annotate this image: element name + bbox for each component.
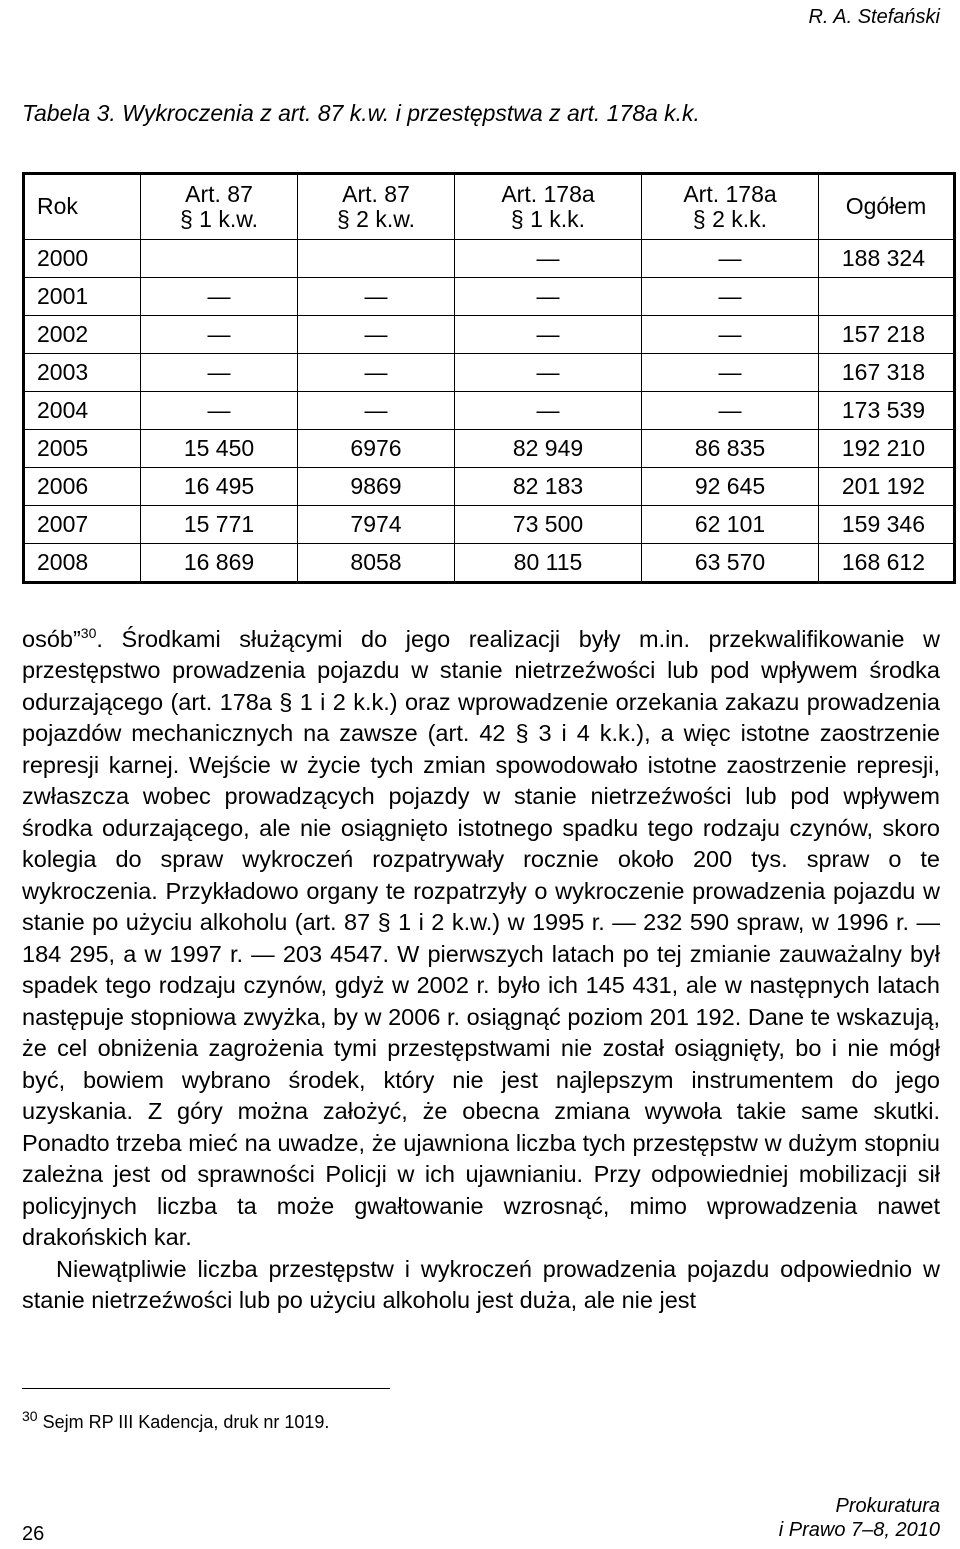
footnote-number: 30 xyxy=(22,1408,38,1424)
cell-art178a-p1: — xyxy=(455,354,642,392)
cell-art87-p1 xyxy=(141,240,298,278)
cell-art87-p2 xyxy=(298,240,455,278)
table-row xyxy=(24,544,955,583)
cell-art87-p1: — xyxy=(141,392,298,430)
cell-year: 2002 xyxy=(24,316,141,354)
cell-art87-p2: — xyxy=(298,316,455,354)
cell-art87-p1: 15 771 xyxy=(141,506,298,544)
cell-art87-p1: 16 495 xyxy=(141,468,298,506)
cell-art87-p2: 8058 xyxy=(298,544,455,583)
cell-art87-p1: 16 869 xyxy=(141,544,298,583)
cell-art178a-p1: 82 949 xyxy=(455,430,642,468)
header-cell-art87-p1: Art. 87 § 1 k.w. xyxy=(141,174,298,240)
table-title: Tabela 3. Wykroczenia z art. 87 k.w. i przestępstwa z art. 178a k.k. xyxy=(22,100,700,126)
journal-name: Prokuratura xyxy=(835,1495,940,1517)
footnote xyxy=(22,1408,329,1433)
cell-total xyxy=(819,278,955,316)
cell-art178a-p1: 73 500 xyxy=(455,506,642,544)
footnote-reference: 30 xyxy=(80,625,97,641)
cell-art87-p2: 6976 xyxy=(298,430,455,468)
cell-art87-p1: — xyxy=(141,278,298,316)
cell-art178a-p1: — xyxy=(455,278,642,316)
cell-year: 2007 xyxy=(24,506,141,544)
cell-total: 188 324 xyxy=(819,240,955,278)
table-row xyxy=(24,430,955,468)
table-row xyxy=(24,278,955,316)
paragraph-2: Niewątpliwie liczba przestępstw i wykroczeń prowadzenia pojazdu odpowiednio w stanie nietrzeźwości lub po użyciu alkoholu jest duża, ale nie jest xyxy=(22,1255,940,1314)
cell-art178a-p2: — xyxy=(642,316,819,354)
cell-total: 201 192 xyxy=(819,468,955,506)
header-cell-year: Rok xyxy=(24,174,141,240)
header-cell-art178a-p2: Art. 178a § 2 k.k. xyxy=(642,174,819,240)
cell-total: 159 346 xyxy=(819,506,955,544)
cell-total: 168 612 xyxy=(819,544,955,583)
footnote-separator xyxy=(22,1388,390,1389)
cell-art87-p2: 7974 xyxy=(298,506,455,544)
paragraph-1 xyxy=(22,618,940,1254)
table-row xyxy=(24,392,955,430)
paragraph-1-text: . Środkami służącymi do jego realizacji były m.in. przekwalifikowanie w przestępstwo prowadzenia pojazdu w stanie nietrzeźwości lub pod wpływem środka odurzającego (art. 178a § 1 i 2 k.k.) oraz wprowadzenie orzekania zakazu prowadzenia pojazdów mechanicznych na zawsze (art. 42 § 3 i 4 k.k.), a więc istotne zaostrzenie represji karnej. Wejście w życie tych zmian spowodowało istotne zaostrzenie represji, zwłaszcza wobec prowadzących pojazdy w stanie nietrzeźwości lub pod wpływem środka odurzającego, ale nie osiągnięto istotnego spadku tego rodzaju czynów, skoro kolegia do spraw wykroczeń rozpatrywały rocznie około 200 tys. spraw o te wykroczenia. Przykładowo organy te rozpatrzyły o wykroczenie prowadzenia pojazdu w stanie po użyciu alkoholu (art. 87 § 1 i 2 k.w.) w 1995 r. — 232 590 spraw, w 1996 r. — 184 295, a w 1997 r. — 203 4547. W pierwszych latach po tej zmianie zauważalny był spadek tego rodzaju czynów, gdyż w 2002 r. było ich 145 431, ale w następnych latach następuje stopniowa zwyżka, by w 2006 r. osiągnąć poziom 201 192. Dane te wskazują, że cel obniżenia zagrożenia tymi przestępstwami nie został osiągnięty, bo i nie mógł być, bowiem wybrano środek, który nie jest najlepszym instrumentem do jego uzyskania. Z góry można założyć, że obecna zmiana wywoła takie same skutki. Ponadto trzeba mieć na uwadze, że ujawniona liczba tych przestępstw w dużym stopniu zależna jest od sprawności Policji w ich ujawnianiu. Przy odpowiedniej mobilizacji sił policyjnych liczba ta może gwałtowanie wzrosnąć, mimo wprowadzenia nawet drakońskich kar. xyxy=(22,625,940,1251)
cell-art178a-p2: — xyxy=(642,392,819,430)
cell-art178a-p2: 63 570 xyxy=(642,544,819,583)
cell-year: 2005 xyxy=(24,430,141,468)
table-row xyxy=(24,240,955,278)
header-cell-art178a-p1: Art. 178a § 1 k.k. xyxy=(455,174,642,240)
cell-art178a-p2: 92 645 xyxy=(642,468,819,506)
table-row xyxy=(24,506,955,544)
cell-art178a-p1: — xyxy=(455,316,642,354)
header-cell-total: Ogółem xyxy=(819,174,955,240)
page-number: 26 xyxy=(22,1523,45,1545)
cell-year: 2008 xyxy=(24,544,141,583)
cell-art178a-p1: — xyxy=(455,392,642,430)
cell-total: 157 218 xyxy=(819,316,955,354)
cell-art178a-p1: 82 183 xyxy=(455,468,642,506)
cell-total: 167 318 xyxy=(819,354,955,392)
body-text xyxy=(22,618,940,1317)
cell-year: 2004 xyxy=(24,392,141,430)
cell-art178a-p2: — xyxy=(642,354,819,392)
cell-year: 2006 xyxy=(24,468,141,506)
table-header-row xyxy=(24,174,955,240)
table-row xyxy=(24,316,955,354)
cell-art178a-p2: — xyxy=(642,278,819,316)
cell-art87-p2: — xyxy=(298,278,455,316)
cell-art178a-p2: — xyxy=(642,240,819,278)
paragraph-1-start: osób” xyxy=(22,625,81,652)
footnote-text: Sejm RP III Kadencja, druk nr 1019. xyxy=(37,1412,330,1432)
cell-art87-p2: 9869 xyxy=(298,468,455,506)
cell-art87-p2: — xyxy=(298,354,455,392)
table-row xyxy=(24,468,955,506)
cell-art178a-p2: 86 835 xyxy=(642,430,819,468)
cell-art178a-p1: — xyxy=(455,240,642,278)
statistics-table xyxy=(22,172,956,584)
cell-art178a-p2: 62 101 xyxy=(642,506,819,544)
journal-issue: i Prawo 7–8, 2010 xyxy=(778,1519,940,1541)
cell-art178a-p1: 80 115 xyxy=(455,544,642,583)
header-cell-art87-p2: Art. 87 § 2 k.w. xyxy=(298,174,455,240)
cell-art87-p1: — xyxy=(141,316,298,354)
cell-total: 192 210 xyxy=(819,430,955,468)
cell-year: 2001 xyxy=(24,278,141,316)
cell-art87-p2: — xyxy=(298,392,455,430)
cell-year: 2003 xyxy=(24,354,141,392)
running-header-author: R. A. Stefański xyxy=(808,6,940,28)
journal-footer xyxy=(779,1494,940,1542)
cell-art87-p1: 15 450 xyxy=(141,430,298,468)
table-row xyxy=(24,354,955,392)
cell-art87-p1: — xyxy=(141,354,298,392)
cell-year: 2000 xyxy=(24,240,141,278)
cell-total: 173 539 xyxy=(819,392,955,430)
